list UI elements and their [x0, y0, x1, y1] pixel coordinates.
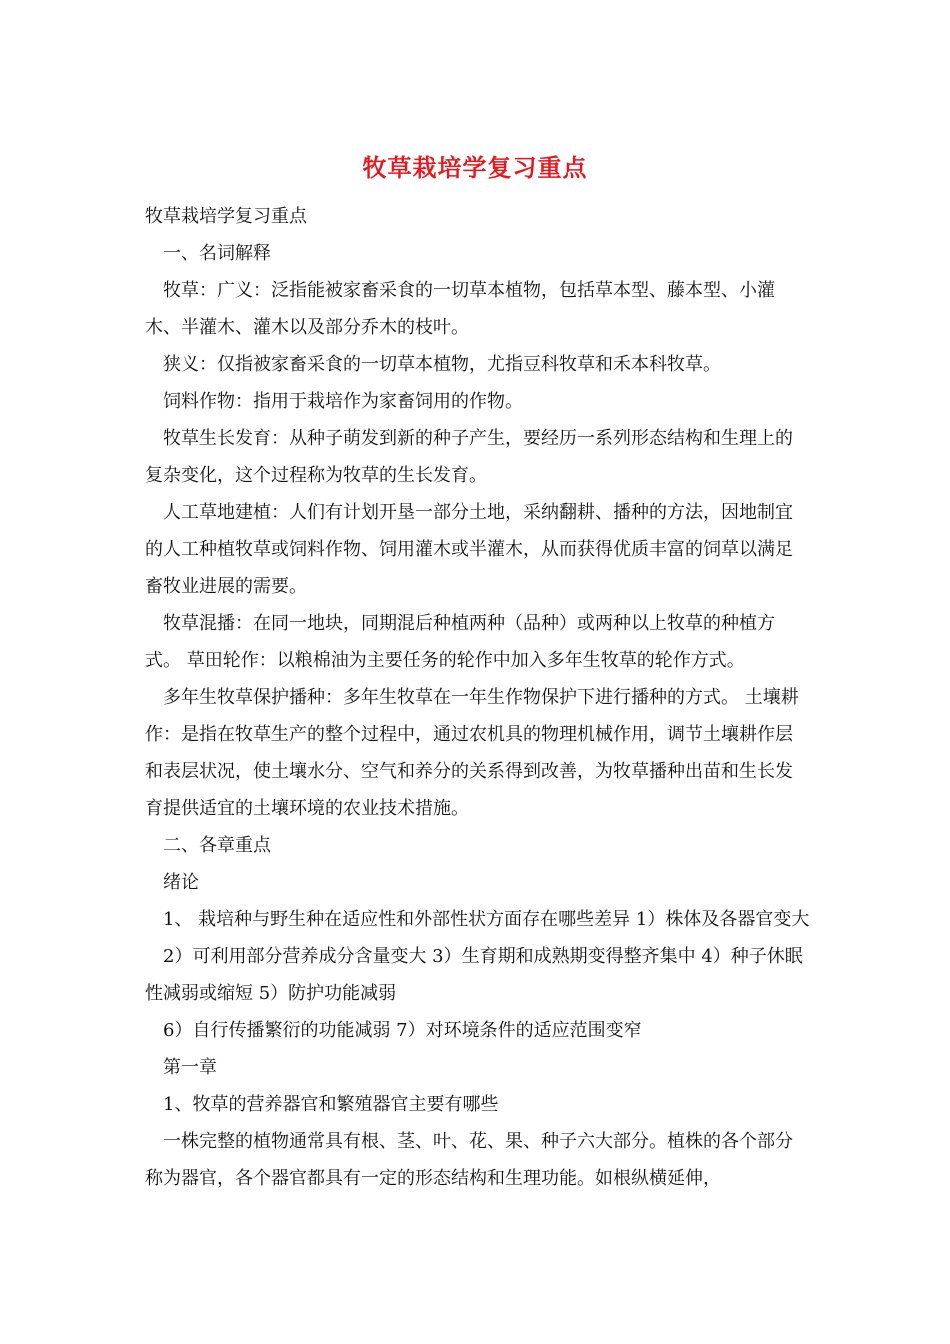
document-subtitle: 牧草栽培学复习重点	[145, 206, 307, 227]
paragraph-feed-crops: 饲料作物：指用于栽培作为家畜饲用的作物。	[163, 391, 523, 412]
document-body	[145, 198, 810, 1197]
heading-introduction: 绪论	[163, 872, 199, 893]
paragraph-protective-sowing: 多年生牧草保护播种：多年生牧草在一年生作物保护下进行播种的方式。 土壤耕作：是指在牧草生产的整个过程中，通过农机具的物理机械作用，调节土壤耕作层和表层状况，使土壤水分、空气和养分的关系得到改善，为牧草播种出苗和生长发育提供适宜的土壤环境的农业技术措施。	[145, 687, 799, 819]
document-title: 牧草栽培学复习重点	[362, 153, 588, 182]
paragraph-forage-broad: 牧草：广义：泛指能被家畜采食的一切草本植物，包括草本型、藤本型、小灌木、半灌木、灌木以及部分乔木的枝叶。	[145, 280, 775, 338]
paragraph-forage-narrow: 狭义：仅指被家畜采食的一切草本植物，尤指豆科牧草和禾本科牧草。	[163, 354, 721, 375]
section-heading-terms: 一、名词解释	[163, 243, 271, 264]
paragraph-mixed-sowing: 牧草混播：在同一地块，同期混后种植两种（品种）或两种以上牧草的种植方式。 草田轮作：以粮棉油为主要任务的轮作中加入多年生牧草的轮作方式。	[145, 613, 775, 671]
paragraph-answer-6-7: 6）自行传播繁衍的功能减弱 7）对环境条件的适应范围变窄	[163, 1020, 642, 1041]
paragraph-question-1: 1、 栽培种与野生种在适应性和外部性状方面存在哪些差异 1）株体及各器官变大	[163, 909, 810, 930]
paragraph-plant-organs: 一株完整的植物通常具有根、茎、叶、花、果、种子六大部分。植株的各个部分称为器官，各个器官都具有一定的形态结构和生理功能。如根纵横延伸，	[145, 1131, 793, 1189]
section-heading-chapters: 二、各章重点	[163, 835, 271, 856]
paragraph-answer-2-5: 2）可利用部分营养成分含量变大 3）生育期和成熟期变得整齐集中 4）种子休眠性减弱或缩短 5）防护功能减弱	[145, 946, 803, 1004]
paragraph-artificial-grassland: 人工草地建植：人们有计划开垦一部分土地，采纳翻耕、播种的方法，因地制宜的人工种植牧草或饲料作物、饲用灌木或半灌木，从而获得优质丰富的饲草以满足畜牧业进展的需要。	[145, 502, 793, 597]
paragraph-growth: 牧草生长发育：从种子萌发到新的种子产生，要经历一系列形态结构和生理上的复杂变化，这个过程称为牧草的生长发育。	[145, 428, 793, 486]
paragraph-question-organs: 1、牧草的营养器官和繁殖器官主要有哪些	[163, 1094, 499, 1115]
heading-chapter-1: 第一章	[163, 1057, 217, 1078]
